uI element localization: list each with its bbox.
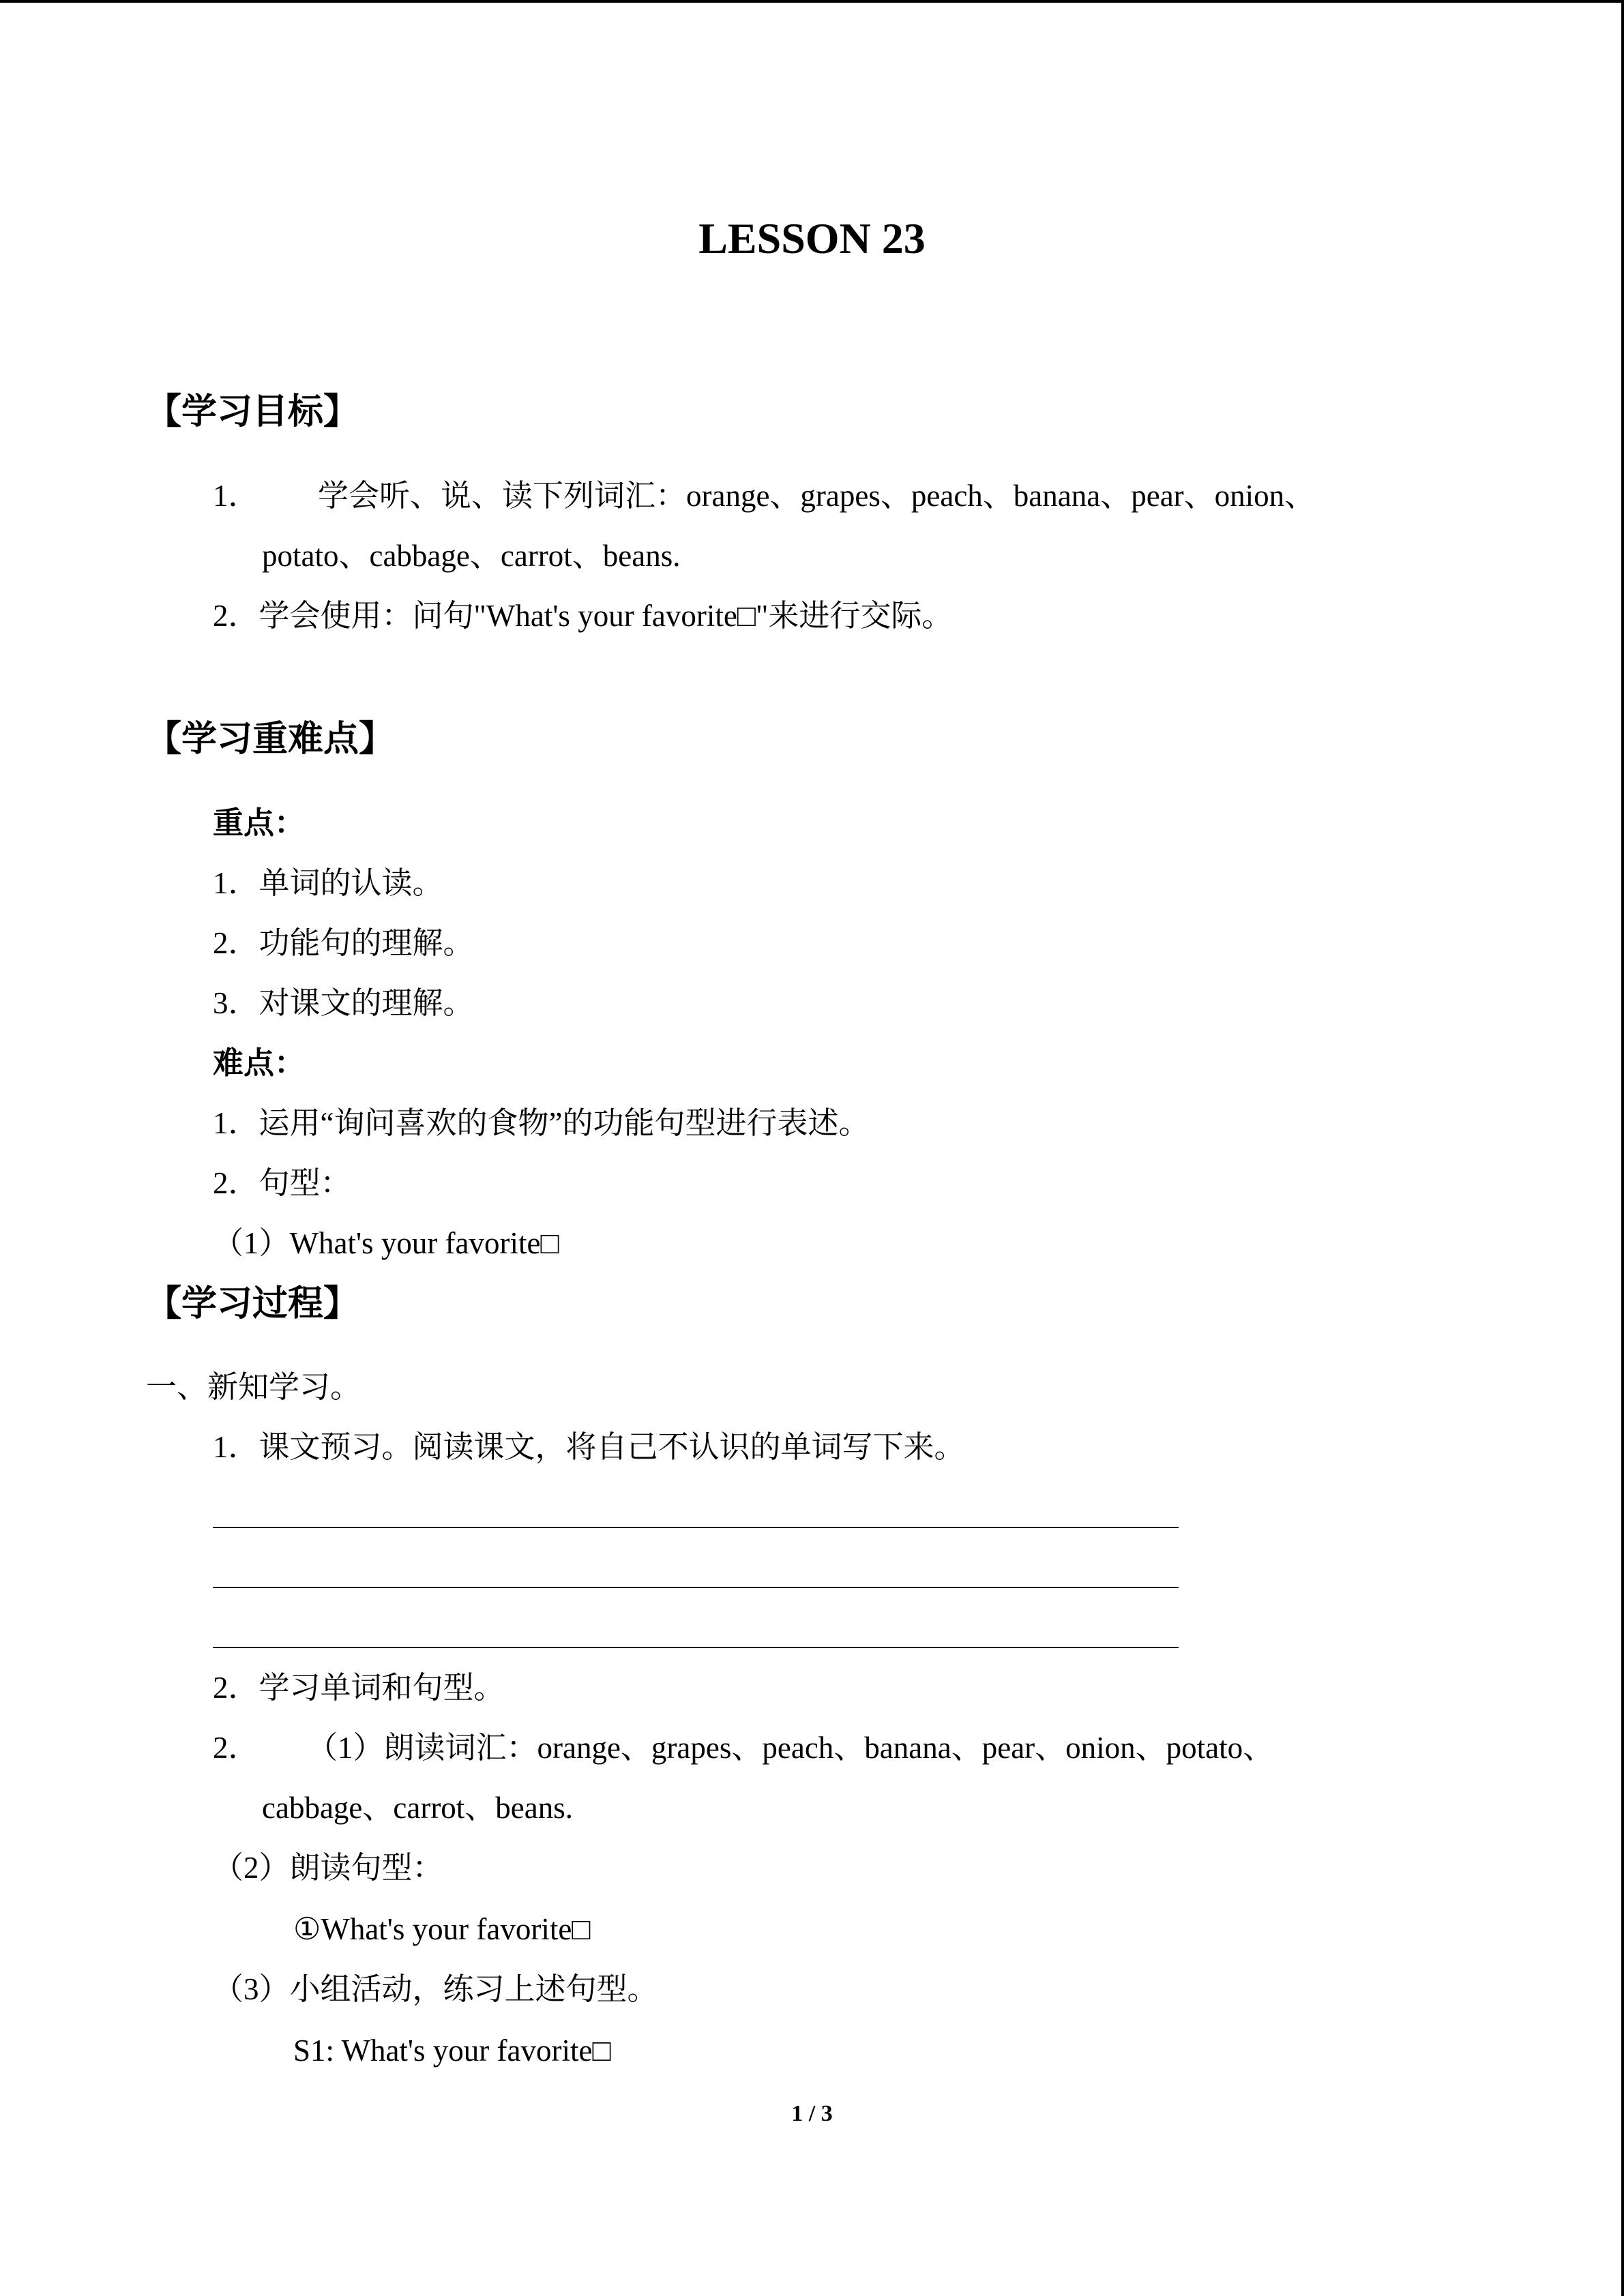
process-step-1: 1．课文预习。阅读课文，将自己不认识的单词写下来。 <box>213 1430 965 1464</box>
difficult-point-item: 1．运用“询问喜欢的食物”的功能句型进行表述。 <box>213 1106 870 1140</box>
page-number: 1 / 3 <box>791 2101 833 2126</box>
objective-item-2: 2．学会使用：问句"What's your favorite□"来进行交际。 <box>213 599 953 633</box>
key-points-label: 重点： <box>213 806 306 840</box>
section-heading-process: 【学习过程】 <box>146 1285 359 1324</box>
process-sub-item-3: （3）小组活动，练习上述句型。 <box>213 1972 658 2006</box>
difficult-point-item: 2．句型： <box>213 1166 351 1200</box>
key-point-item: 1．单词的认读。 <box>213 866 443 900</box>
process-step-2b-number: 2． <box>213 1731 259 1765</box>
section-heading-key-points: 【学习重难点】 <box>146 720 395 759</box>
key-point-item: 2．功能句的理解。 <box>213 926 474 960</box>
page-border-right <box>1621 0 1624 2296</box>
page-title: LESSON 23 <box>698 214 926 263</box>
process-step-2b-text: （1）朗读词汇：orange、grapes、peach、banana、pear、onion、potato、 <box>307 1731 1274 1765</box>
difficult-points-label: 难点： <box>213 1046 306 1080</box>
key-point-item: 3．对课文的理解。 <box>213 986 474 1020</box>
objective-item-1-continuation: potato、cabbage、carrot、beans. <box>262 539 681 573</box>
objective-item-1 <box>213 475 1315 516</box>
process-step-2: 2．学习单词和句型。 <box>213 1671 505 1705</box>
process-sentence-item: ①What's your favorite□ <box>293 1912 591 1946</box>
blank-writing-line <box>213 1527 1179 1528</box>
objective-item-1-number: 1． <box>213 479 259 513</box>
process-step-2b <box>213 1727 1273 1768</box>
process-dialogue-line: S1: What's your favorite□ <box>293 2033 611 2068</box>
section-heading-objectives: 【学习目标】 <box>146 393 359 432</box>
process-step-2b-continuation: cabbage、carrot、beans. <box>262 1791 574 1825</box>
objective-item-1-text: 学会听、说、读下列词汇：orange、grapes、peach、banana、pear、onion、 <box>318 479 1316 513</box>
difficult-point-item: （1）What's your favorite□ <box>213 1226 559 1260</box>
blank-writing-line <box>213 1647 1179 1648</box>
page-border-top <box>0 0 1624 3</box>
process-sub-item-2: （2）朗读句型： <box>213 1851 443 1885</box>
process-part-1: 一、新知学习。 <box>146 1370 361 1404</box>
blank-writing-line <box>213 1587 1179 1588</box>
